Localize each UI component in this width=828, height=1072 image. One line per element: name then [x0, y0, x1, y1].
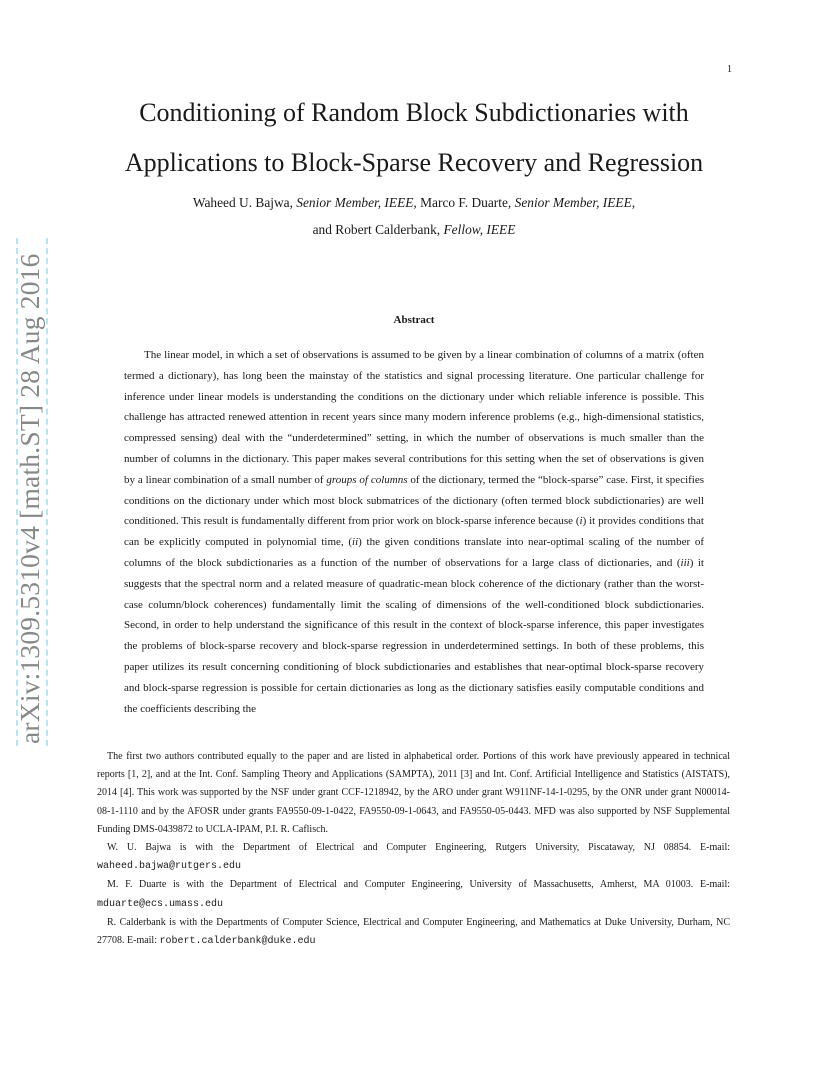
author-title: Senior Member, IEEE, — [514, 195, 636, 210]
abstract-emphasis: ii — [352, 536, 359, 549]
abstract-text — [124, 345, 704, 719]
arxiv-stamp[interactable]: arXiv:1309.5310v4 [math.ST] 28 Aug 2016 — [14, 253, 45, 744]
affiliation-text: M. F. Duarte is with the Department of Electrical and Computer Engineering, University of Massachusetts, Amherst, MA 01003. E-mail: — [107, 879, 730, 891]
footnote-affiliation-calderbank — [97, 914, 730, 951]
title-line-2: Applications to Block-Sparse Recovery and Regression — [124, 148, 704, 177]
author-line-1 — [60, 189, 768, 216]
abstract-part: ) it suggests that the spectral norm and a related measure of quadratic-mean block coherence of the dictionary (rather than the worst-case column/block coherences) fundamentally limit the scaling of dimensions of the well-conditioned block subdictionaries. Second, in order to help understand the significance of this result in the context of block-sparse inference, this paper investigates the problems of block-sparse recovery and block-sparse regression in underdetermined settings. In both of these problems, this paper utilizes its result concerning conditioning of block subdictionaries and establishes that near-optimal block-sparse recovery and block-sparse regression is possible for certain dictionaries as long as the dictionary satisfies easily computable conditions and the coefficients describing the — [124, 556, 704, 715]
author-title: Senior Member, IEEE, — [296, 195, 417, 210]
footnote-funding: The first two authors contributed equally to the paper and are listed in alphabetical order. Portions of this work have previously appeared in technical reports [1, 2], and at the Int. Conf. Sampling Theory and Applications (SAMPTA), 2011 [3] and Int. Conf. Artificial Intelligence and Statistics (AISTATS), 2014 [4]. This work was supported by the NSF under grant CCF-1218942, by the ARO under grant W911NF-14-1-0295, by the ONR under grant N00014-08-1-1110 and by the AFOSR under grants FA9550-09-1-0422, FA9550-09-1-0643, and FA9550-05-0443. MFD was also supported by NSF Supplemental Funding DMS-0439872 to UCLA-IPAM, P.I. R. Caflisch. — [97, 751, 730, 835]
author-name: Marco F. Duarte, — [416, 195, 515, 210]
abstract-part: ) the given conditions translate into near-optimal scaling of the number of columns of the block subdictionaries as a function of the number of observations for a large class of dictionaries, and ( — [124, 536, 704, 569]
author-line-2 — [60, 216, 768, 243]
email-link[interactable]: robert.calderbank@duke.edu — [159, 936, 316, 948]
abstract-part: The linear model, in which a set of observations is assumed to be given by a linear combination of columns of a matrix (often termed a dictionary), has long been the mainstay of the statistics and signal processing literature. One particular challenge for inference under linear models is understanding the conditions on the dictionary under which reliable inference is possible. This challenge has attracted renewed attention in recent years since many modern inference problems (e.g., high-dimensional statistics, compressed sensing) deal with the “underdetermined” setting, in which the number of observations is much smaller than the number of columns in the dictionary. This paper makes several contributions for this setting when the set of observations is given by a linear combination of a small number of — [124, 349, 704, 486]
abstract-part: of the dictionary, termed the “block-sparse” case. First, it specifies conditions on the dictionary under which most block submatrices of the dictionary (often termed block subdictionaries) are well conditioned. This result is fundamentally different from prior work on block-sparse inference because ( — [124, 473, 705, 528]
author-list — [60, 189, 768, 243]
paper-title — [60, 88, 768, 188]
email-link[interactable]: mduarte@ecs.umass.edu — [97, 898, 224, 910]
author-name: Waheed U. Bajwa, — [192, 195, 297, 210]
abstract-heading: Abstract — [393, 314, 435, 326]
author-title: Fellow, IEEE — [443, 222, 516, 237]
title-line-1: Conditioning of Random Block Subdictionaries with — [139, 98, 689, 127]
abstract-emphasis: i — [579, 515, 583, 528]
affiliation-text: R. Calderbank is with the Departments of Computer Science, Electrical and Computer Engineering, and Mathematics at Duke University, Durham, NC 27708. E-mail: — [97, 916, 730, 947]
abstract-emphasis: groups of columns — [326, 473, 408, 486]
footnotes — [97, 748, 730, 951]
footnote-affiliation-duarte — [97, 876, 730, 913]
email-link[interactable]: waheed.bajwa@rutgers.edu — [97, 861, 242, 873]
affiliation-text: W. U. Bajwa is with the Department of Electrical and Computer Engineering, Rutgers University, Piscataway, NJ 08854. E-mail: — [107, 842, 730, 854]
footnote-affiliation-bajwa — [97, 839, 730, 876]
abstract-emphasis: iii — [680, 556, 690, 569]
abstract-part: ) it provides conditions that can be explicitly computed in polynomial time, ( — [124, 515, 704, 549]
author-name: and Robert Calderbank, — [312, 222, 444, 237]
page-number: 1 — [727, 64, 732, 75]
